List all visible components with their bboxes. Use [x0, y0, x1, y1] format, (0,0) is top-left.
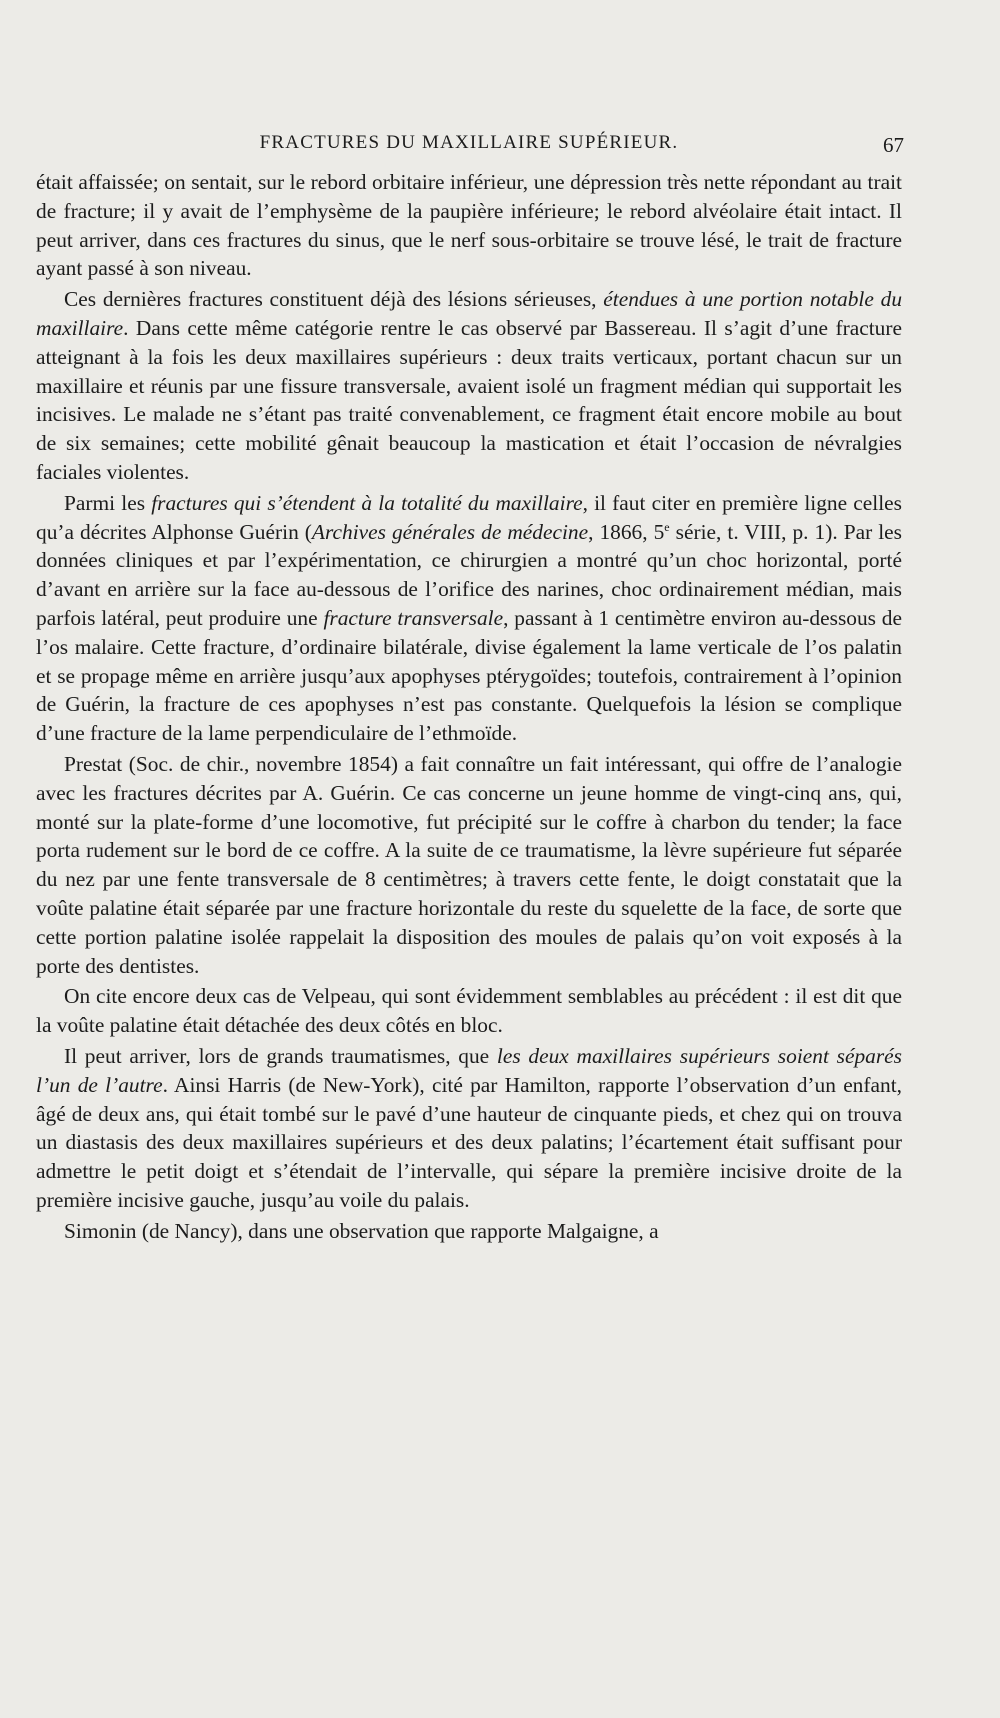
- italic-run: fracture transversale: [323, 605, 504, 630]
- paragraph-7: [36, 1217, 902, 1246]
- paragraph-5: [36, 982, 902, 1040]
- running-title: FRACTURES DU MAXILLAIRE SUPÉRIEUR.: [259, 132, 679, 153]
- text-run: Simonin (de Nancy), dans une observation que rapporte Malgaigne, a: [64, 1218, 659, 1243]
- italic-run: fractures qui s’étendent à la totalité du maxillaire: [151, 490, 583, 515]
- page-header: [36, 128, 902, 158]
- text-run: série, t. VIII, p. 1). Par les données cliniques et par l’expérimentation, ce chirurgien a montré qu’un choc horizontal, porté d’avant en arrière sur la face au-dessous de l’orifice des narines, choc ordinairement médian, mais parfois latéral, peut produire une: [36, 519, 902, 630]
- paragraph-2: [36, 285, 902, 487]
- paragraph-6: [36, 1042, 902, 1215]
- journal-title: Archives générales de médecine: [311, 519, 589, 544]
- superscript: e: [664, 519, 670, 534]
- text-run: . Dans cette même catégorie rentre le cas observé par Bassereau. Il s’agit d’une fracture atteignant à la fois les deux maxillaires supérieurs : deux traits verticaux, portant chacun sur un maxillaire et réunis par une fissure transversale, avaient isolé un fragment médian qui supportait les incisives. Le malade ne s’étant pas traité convenablement, ce fragment était encore mobile au bout de six semaines; cette mobilité gênait beaucoup la mastication et était l’occasion de névralgies faciales violentes.: [36, 315, 902, 484]
- text-run: . Ainsi Harris (de New-York), cité par Hamilton, rapporte l’observation d’un enfant, âgé de deux ans, qui était tombé sur le pavé d’une hauteur de cinquante pieds, et chez qui on trouva un diastasis des deux maxillaires supérieurs et des deux palatins; l’écartement était suffisant pour admettre le petit doigt et s’étendait de l’intervalle, qui sépare la première incisive droite de la première incisive gauche, jusqu’au voile du palais.: [36, 1072, 902, 1212]
- italic-run: étendues à une portion notable du maxillaire: [36, 287, 903, 340]
- text-run: On cite encore deux cas de Velpeau, qui sont évidemment semblables au précédent : il est dit que la voûte palatine était détachée des deux côtés en bloc.: [36, 984, 902, 1038]
- paragraph-4: [36, 750, 902, 980]
- text-run: Ces dernières fractures constituent déjà des lésions sérieuses,: [64, 287, 604, 312]
- italic-run: les deux maxillaires supérieurs soient séparés l’un de l’autre: [36, 1043, 902, 1097]
- text-run: , passant à 1 centimètre environ au-dessous de l’os malaire. Cette fracture, d’ordinaire bilatérale, divise également la lame verticale de l’os palatin et se propage même en arrière jusqu’aux apophyses ptérygoïdes; toutefois, contrairement à l’opinion de Guérin, la fracture de ces apophyses n’est pas constante. Quelquefois la lésion se complique d’une fracture de la lame perpendiculaire de l’ethmoïde.: [36, 605, 902, 746]
- text-run: était affaissée; on sentait, sur le rebord orbitaire inférieur, une dépression très nette répondant au trait de fracture; il y avait de l’emphysème de la paupière inférieure; le rebord alvéolaire était intact. Il peut arriver, dans ces fractures du sinus, que le nerf sous-orbitaire se trouve lésé, le trait de fracture ayant passé à son niveau.: [36, 170, 902, 281]
- text-run: Parmi les: [64, 490, 152, 515]
- page-number: 67: [883, 133, 904, 157]
- text-run: Prestat (Soc. de chir., novembre 1854) a fait connaître un fait intéressant, qui offre de l’analogie avec les fractures décrites par A. Guérin. Ce cas concerne un jeune homme de vingt-cinq ans, qui, monté sur la plate-forme d’une locomotive, fut précipité sur le coffre à charbon du tender; la face porta rudement sur le bord de ce coffre. A la suite de ce traumatisme, la lèvre supérieure fut séparée du nez par une fente transversale de 8 centimètres; à travers cette fente, le doigt constatait que la voûte palatine était séparée par une fracture horizontale du reste du squelette de la face, de sorte que cette portion palatine isolée rappelait la disposition des moules de palais qu’on voit exposés à la porte des dentistes.: [36, 751, 902, 978]
- text-run: , 1866, 5: [588, 519, 665, 544]
- body-text: [36, 168, 902, 1245]
- text-run: , il faut citer en première ligne celles qu’a décrites Alphonse Guérin (: [36, 490, 902, 544]
- text-run: Il peut arriver, lors de grands traumatismes, que: [64, 1043, 497, 1068]
- paragraph-1: [36, 168, 902, 283]
- paragraph-3: [36, 489, 902, 748]
